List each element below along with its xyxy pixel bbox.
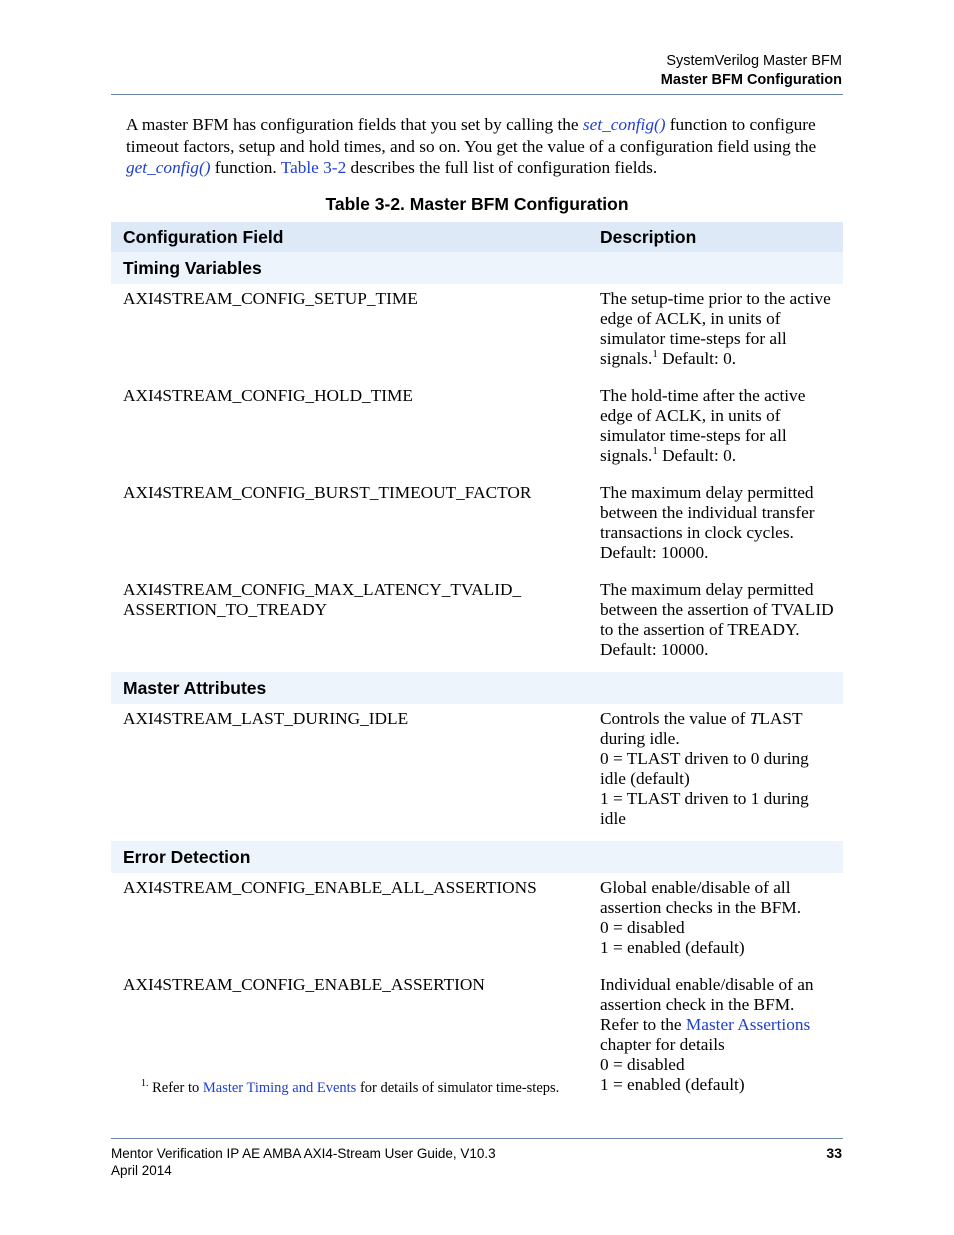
section-row	[111, 252, 843, 284]
field-name: AXI4STREAM_CONFIG_HOLD_TIME	[123, 386, 413, 405]
master-assertions-link[interactable]: Master Assertions	[685, 1015, 811, 1034]
master-timing-events-link[interactable]: Master Timing and Events	[202, 1080, 357, 1096]
intro-text: describes the full list of configuration fields.	[346, 158, 658, 177]
field-description: Global enable/disable of all assertion checks in the BFM. 0 = disabled 1 = enabled (default)	[600, 878, 802, 957]
table-row	[111, 478, 843, 575]
running-header	[661, 52, 842, 90]
field-name: AXI4STREAM_CONFIG_BURST_TIMEOUT_FACTOR	[123, 483, 532, 502]
footer-rule	[111, 1138, 843, 1139]
table-header-row	[111, 222, 843, 252]
intro-text: function to configure timeout factors, setup and hold times, and so on. You get the value of a configuration field using the	[126, 115, 817, 156]
table-row	[111, 873, 843, 970]
section-master-attributes: Master Attributes	[111, 672, 589, 704]
field-description: The hold-time after the active edge of ACLK, in units of simulator time-steps for all signals.$^1$ Default: 0.	[600, 386, 806, 465]
header-chapter: SystemVerilog Master BFM	[666, 53, 842, 69]
table-row	[111, 575, 843, 672]
intro-text: function.	[210, 158, 281, 177]
footer-date: April 2014	[111, 1163, 172, 1178]
field-description: The setup-time prior to the active edge of ACLK, in units of simulator time-steps for all signals.$^1$ Default: 0.	[600, 289, 831, 368]
column-header-field: Configuration Field	[111, 222, 589, 252]
table-3-2-link[interactable]: Table 3-2	[280, 158, 347, 177]
section-error-detection: Error Detection	[111, 841, 589, 873]
field-name: AXI4STREAM_LAST_DURING_IDLE	[123, 709, 409, 728]
section-row	[111, 672, 843, 704]
get-config-link[interactable]: get_config()	[126, 158, 211, 177]
section-row	[111, 841, 843, 873]
field-name: AXI4STREAM_CONFIG_ENABLE_ASSERTION	[123, 975, 485, 994]
intro-text: A master BFM has configuration fields that you set by calling the	[126, 115, 583, 134]
field-description: The maximum delay permitted between the individual transfer transactions in clock cycles. Default: 10000.	[600, 483, 815, 562]
field-description: Individual enable/disable of an assertion check in the BFM. Refer to the Master Assertions chapter for details 0 = disabled 1 = enabled (default)	[600, 975, 814, 1094]
table-row	[111, 381, 843, 478]
intro-paragraph	[126, 114, 846, 179]
section-timing-variables: Timing Variables	[111, 252, 589, 284]
page-number: 33	[826, 1145, 842, 1161]
table-row	[111, 284, 843, 381]
column-header-description: Description	[589, 222, 843, 252]
set-config-link[interactable]: set_config()	[582, 115, 666, 134]
footnote-ref[interactable]: 1	[652, 445, 658, 458]
field-name: AXI4STREAM_CONFIG_SETUP_TIME	[123, 289, 418, 308]
footnote-mark: 1.	[141, 1078, 149, 1090]
field-description: The maximum delay permitted between the assertion of TVALID to the assertion of TREADY. Default: 10000.	[600, 580, 834, 659]
field-name: AXI4STREAM_CONFIG_MAX_LATENCY_TVALID_ ASSERTION_TO_TREADY	[123, 580, 522, 619]
footnote: $^{1.}$ Refer to Master Timing and Events for details of simulator time-steps.	[141, 1078, 560, 1096]
field-name: AXI4STREAM_CONFIG_ENABLE_ALL_ASSERTIONS	[123, 878, 537, 897]
table-row	[111, 704, 843, 841]
footer-left	[111, 1145, 496, 1179]
footnote-ref[interactable]: 1	[652, 348, 658, 361]
config-table	[111, 222, 843, 1107]
table-caption: Table 3-2. Master BFM Configuration	[325, 194, 629, 214]
header-rule	[111, 94, 843, 95]
header-section: Master BFM Configuration	[660, 72, 842, 88]
field-description: Controls the value of TLAST during idle. 0 = TLAST driven to 0 during idle (default) 1 = TLAST driven to 1 during idle	[600, 709, 809, 828]
footer-document-title: Mentor Verification IP AE AMBA AXI4-Stream User Guide, V10.3	[111, 1146, 496, 1161]
